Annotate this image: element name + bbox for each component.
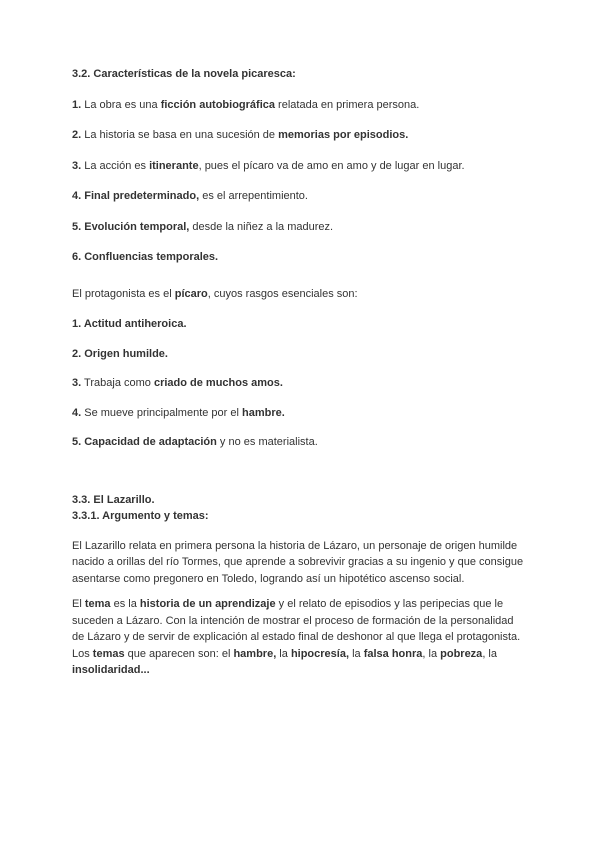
picaresca-item-6: 6. Confluencias temporales. [72,251,219,263]
section-heading-3-3: 3.3. El Lazarillo. 3.3.1. Argumento y temas: [72,493,209,522]
section-heading-3-2: 3.2. Características de la novela picaresca: [72,68,296,80]
picaresca-item-1: 1. La obra es una ficción autobiográfica relatada en primera persona. [72,98,420,111]
picaresca-item-2: 2. La historia se basa en una sucesión de memorias por episodios. [72,129,409,141]
picaresca-item-4: 4. Final predeterminado, es el arrepentimiento. [72,190,308,202]
picaro-trait-5: 5. Capacidad de adaptación y no es materialista. [72,436,318,448]
themes-paragraph: El tema es la historia de un aprendizaje y el relato de episodios y las peripecias que le suceden a Lázaro. Con la intención de mostrar el proceso de formación de la personalidad de Lázaro y de servir de explicación al estado final de deshonor al que llega el protagonista. Los temas que aparecen son: el hambre, la hipocresía, la falsa honra, la pobreza, la insolidaridad... [72,598,521,676]
picaro-trait-3: 3. Trabaja como criado de muchos amos. [72,377,283,389]
picaresca-item-5: 5. Evolución temporal, desde la niñez a la madurez. [72,220,334,233]
lazarillo-summary-paragraph: El Lazarillo relata en primera persona la historia de Lázaro, un personaje de origen humilde nacido a orillas del río Tormes, que aprende a sobrevivir gracias a su ingenio y que consigue asentarse como pregonero en Toledo, logrando así un hipotético ascenso social. [72,539,524,585]
picaro-trait-1: 1. Actitud antiheroica. [72,318,187,330]
picaro-trait-4: 4. Se mueve principalmente por el hambre. [72,406,285,419]
protagonist-intro: El protagonista es el pícaro, cuyos rasgos esenciales son: [72,287,358,300]
picaro-trait-2: 2. Origen humilde. [72,347,168,360]
picaresca-item-3: 3. La acción es itinerante, pues el pícaro va de amo en amo y de lugar en lugar. [72,159,465,172]
